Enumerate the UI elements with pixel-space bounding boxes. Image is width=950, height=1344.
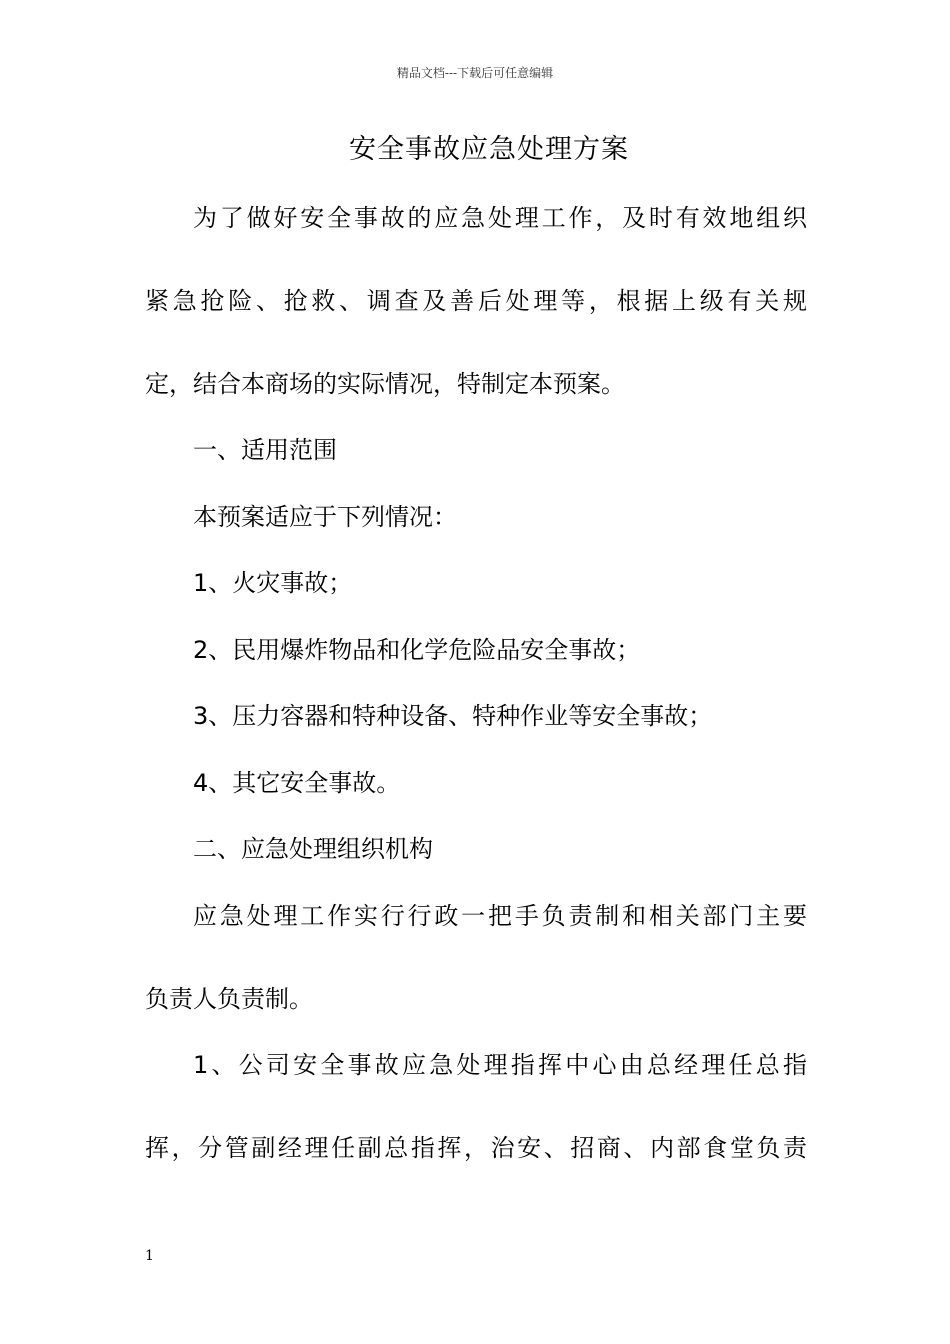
paragraph-line: 紧急抢险、抢救、调查及善后处理等，根据上级有关规 bbox=[145, 287, 807, 315]
list-item: 3、压力容器和特种设备、特种作业等安全事故； bbox=[193, 702, 713, 730]
paragraph-line: 定，结合本商场的实际情况，特制定本预案。 bbox=[145, 370, 625, 398]
document-title: 安全事故应急处理方案 bbox=[349, 134, 629, 165]
list-item: 1、火灾事故； bbox=[193, 569, 353, 597]
paragraph-line: 为了做好安全事故的应急处理工作，及时有效地组织 bbox=[193, 204, 807, 232]
paragraph-line: 1、公司安全事故应急处理指挥中心由总经理任总指 bbox=[193, 1051, 807, 1079]
paragraph-line: 负责人负责制。 bbox=[145, 985, 313, 1013]
paragraph-line: 本预案适应于下列情况： bbox=[193, 503, 457, 531]
section-heading: 二、应急处理组织机构 bbox=[193, 835, 433, 863]
paragraph-line: 挥，分管副经理任副总指挥，治安、招商、内部食堂负责 bbox=[145, 1134, 807, 1162]
list-item: 4、其它安全事故。 bbox=[193, 769, 401, 797]
list-item: 2、民用爆炸物品和化学危险品安全事故； bbox=[193, 636, 641, 664]
section-heading: 一、适用范围 bbox=[193, 436, 337, 464]
paragraph-line: 应急处理工作实行行政一把手负责制和相关部门主要 bbox=[193, 902, 807, 930]
page-header: 精品文档---下载后可任意编辑 bbox=[396, 66, 554, 80]
page-number: 1 bbox=[145, 1248, 154, 1264]
